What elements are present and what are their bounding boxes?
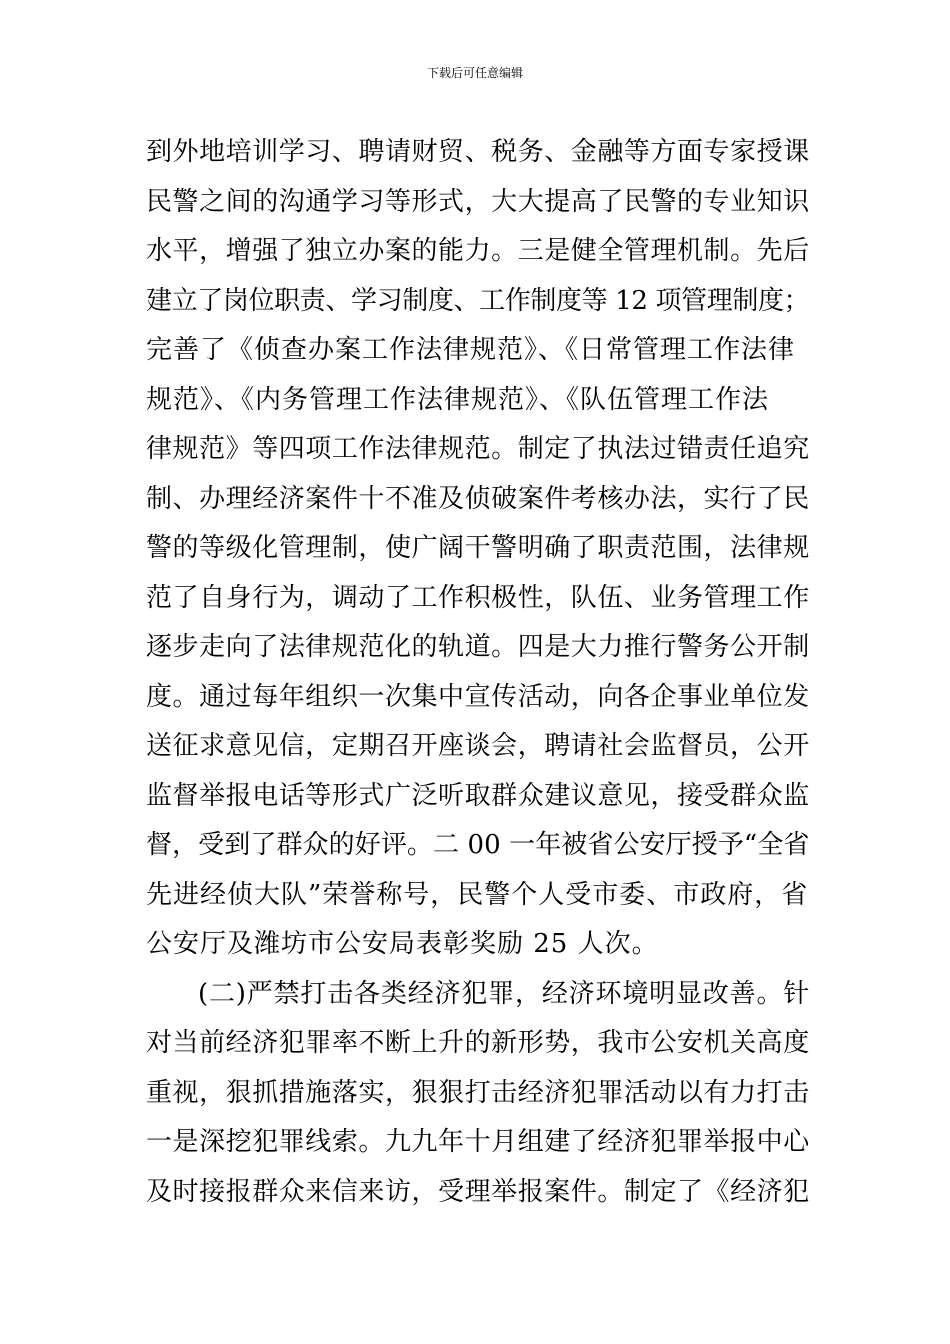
body-text	[146, 128, 811, 1217]
text-line: 律规范》等四项工作法律规范。制定了执法过错责任追究	[146, 434, 810, 464]
paragraph-start-line: (二)严禁打击各类经济犯罪，经济环境明显改善。针	[198, 978, 811, 1009]
text-line: 民警之间的沟通学习等形式，大大提高了民警的专业知识	[146, 186, 810, 217]
text-line: 建立了岗位职责、学习制度、工作制度等 12 项管理制度；	[146, 285, 810, 316]
text-line: 公安厅及潍坊市公安局表彰奖励 25 人次。	[146, 929, 659, 959]
text-line: 重视，狠抓措施落实，狠狠打击经济犯罪活动以有力打击	[146, 1077, 810, 1108]
text-line: 警的等级化管理制，使广阔干警明确了职责范围，法律规	[146, 533, 810, 563]
text-line: 监督举报电话等形式广泛听取群众建议意见，接受群众监	[146, 780, 810, 811]
text-line: 度。通过每年组织一次集中宣传活动，向各企事业单位发	[146, 681, 810, 712]
text-line: 水平，增强了独立办案的能力。三是健全管理机制。先后	[146, 236, 810, 266]
text-line: 一是深挖犯罪线索。九九年十月组建了经济犯罪举报中心	[146, 1127, 810, 1157]
text-line: 范了自身行为，调动了工作积极性，队伍、业务管理工作	[146, 582, 810, 613]
text-line: 制、办理经济案件十不准及侦破案件考核办法，实行了民	[146, 483, 810, 514]
text-line: 逐步走向了法律规范化的轨道。四是大力推行警务公开制	[146, 632, 810, 662]
text-line: 及时接报群众来信来访，受理举报案件。制定了《经济犯	[146, 1176, 810, 1207]
text-line: 督，受到了群众的好评。二 00 一年被省公安厅授予“全省	[146, 830, 810, 860]
page-header: 下载后可任意编辑	[426, 66, 523, 80]
text-line: 先进经侦大队”荣誉称号，民警个人受市委、市政府，省	[146, 879, 809, 910]
text-line: 完善了《侦查办案工作法律规范》、《日常管理工作法律	[146, 335, 796, 365]
text-line: 规范》、《内务管理工作法律规范》、《队伍管理工作法	[146, 384, 770, 415]
text-line: 送征求意见信，定期召开座谈会，聘请社会监督员，公开	[146, 731, 810, 761]
text-line: 对当前经济犯罪率不断上升的新形势，我市公安机关高度	[146, 1028, 810, 1058]
text-line: 到外地培训学习、聘请财贸、税务、金融等方面专家授课	[146, 137, 810, 167]
